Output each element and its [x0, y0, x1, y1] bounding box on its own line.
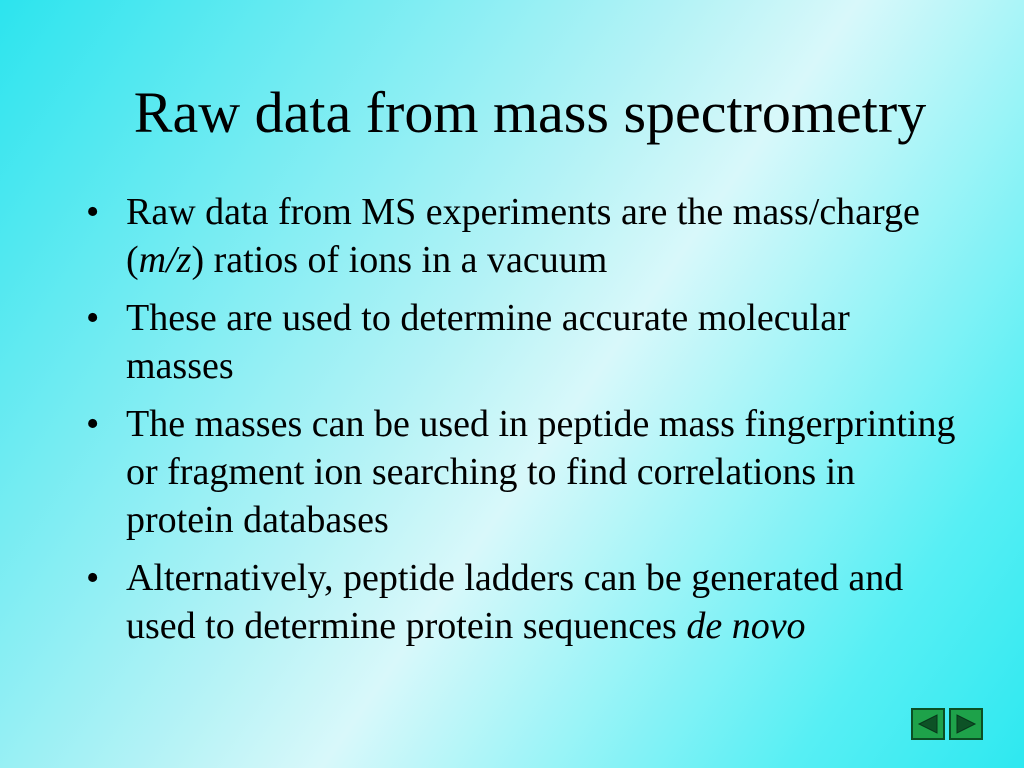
bullet-item-1: [80, 188, 960, 284]
triangle-left-icon: [916, 713, 940, 735]
bullet-text-part: These are used to determine accurate molecular masses: [126, 297, 850, 387]
bullet-item-2: [80, 294, 960, 390]
next-slide-button[interactable]: [949, 708, 983, 740]
bullet-dot-icon: •: [86, 297, 100, 339]
bullet-text-part: ) ratios of ions in a vacuum: [191, 239, 608, 281]
bullet-dot-icon: •: [86, 557, 100, 599]
slide-title: Raw data from mass spectrometry: [133, 80, 927, 145]
bullet-text-italic: m/z: [138, 239, 192, 281]
slide-navigation: [911, 708, 983, 740]
bullet-text-part: Raw data from MS experiments are the mass/charge (: [126, 191, 920, 281]
bullet-item-3: [80, 400, 960, 544]
bullet-text: [126, 297, 850, 387]
bullet-text-part: Alternatively, peptide ladders can be generated and used to determine protein sequences: [126, 557, 904, 647]
bullet-dot-icon: •: [86, 403, 100, 445]
bullet-text-italic: de novo: [686, 605, 806, 647]
bullet-list: [80, 188, 960, 660]
triangle-right-icon: [954, 713, 978, 735]
bullet-text: [126, 557, 903, 647]
bullet-text: [126, 191, 920, 281]
bullet-text-part: The masses can be used in peptide mass fingerprinting or fragment ion searching to find correlations in protein databases: [126, 403, 956, 541]
bullet-dot-icon: •: [86, 191, 100, 233]
previous-slide-button[interactable]: [911, 708, 945, 740]
bullet-text: [126, 403, 955, 541]
bullet-item-4: [80, 554, 960, 650]
